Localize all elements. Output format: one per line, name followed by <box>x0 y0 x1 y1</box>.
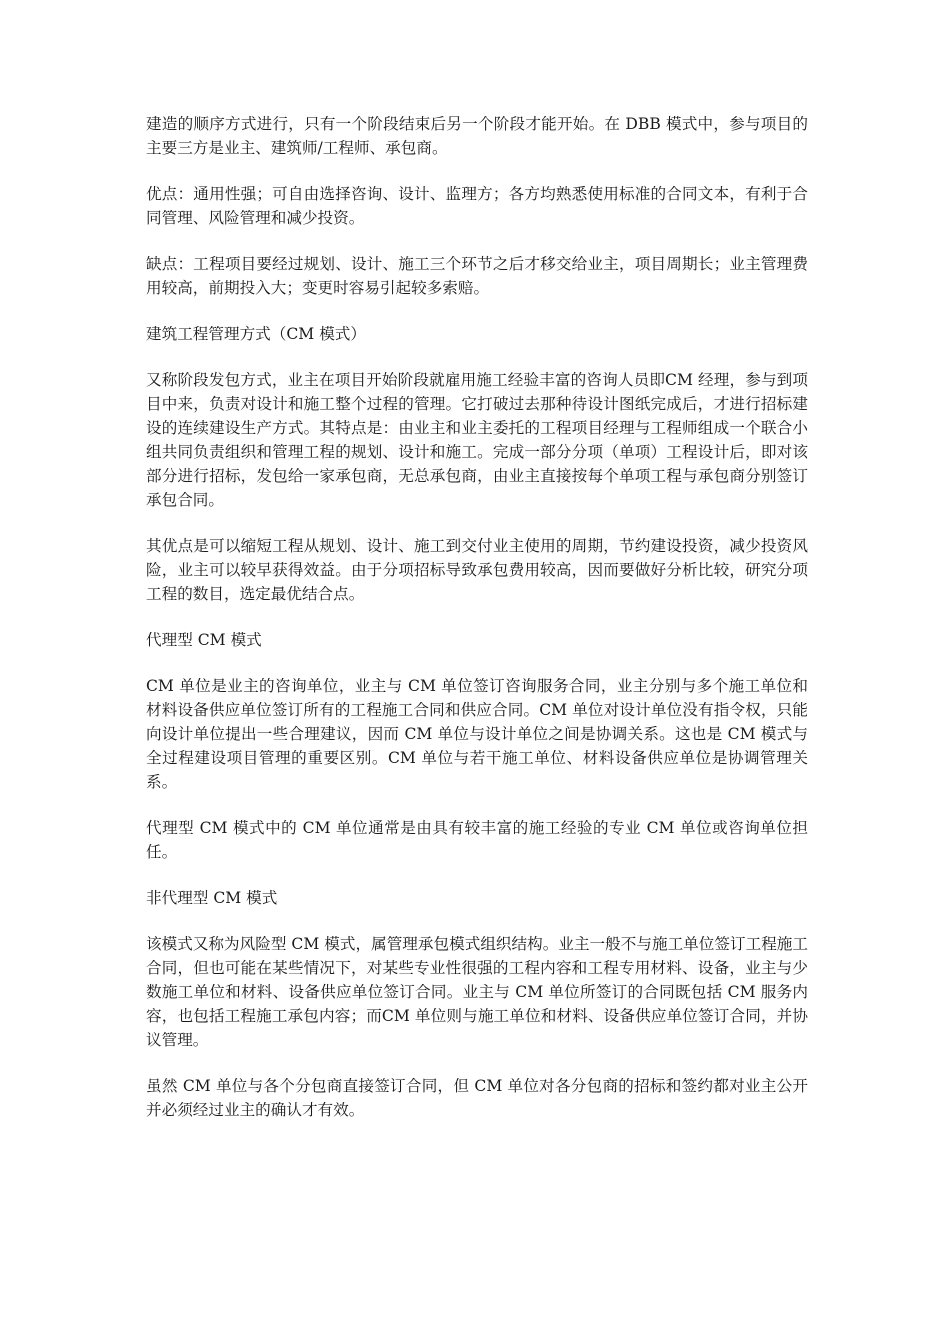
section-heading-non-agency-cm: 非代理型 CM 模式 <box>146 889 278 907</box>
paragraph-non-agency-cm-description: 该模式又称为风险型 CM 模式，属管理承包模式组织结构。业主一般不与施工单位签订工程施工合同，但也可能在某些情况下，对某些专业性很强的工程内容和工程专用材料、设备，业主与少数施工单位和材料、设备供应单位签订合同。业主与 CM 单位所签订的合同既包括 CM 服务内容，也包括工程施工承包内容；而CM 单位则与施工单位和材料、设备供应单位签订合同，并协议管理。 <box>146 935 808 1049</box>
paragraph-non-agency-cm-subcontract: 虽然 CM 单位与各个分包商直接签订合同，但 CM 单位对各分包商的招标和签约都对业主公开并必须经过业主的确认才有效。 <box>146 1077 808 1119</box>
section-heading-agency-cm: 代理型 CM 模式 <box>146 631 262 649</box>
paragraph-agency-cm-description: CM 单位是业主的咨询单位，业主与 CM 单位签订咨询服务合同，业主分别与多个施工单位和材料设备供应单位签订所有的工程施工合同和供应合同。CM 单位对设计单位没有指令权，只能向设计单位提出一些合理建议，因而 CM 单位与设计单位之间是协调关系。这也是 CM 模式与全过程建设项目管理的重要区别。CM 单位与若干施工单位、材料设备供应单位是协调管理关系。 <box>146 677 808 791</box>
section-heading-cm-mode: 建筑工程管理方式（CM 模式） <box>146 325 366 343</box>
paragraph-disadvantages: 缺点：工程项目要经过规划、设计、施工三个环节之后才移交给业主，项目周期长；业主管理费用较高，前期投入大；变更时容易引起较多索赔。 <box>146 255 808 297</box>
paragraph-cm-description: 又称阶段发包方式，业主在项目开始阶段就雇用施工经验丰富的咨询人员即CM 经理，参与到项目中来，负责对设计和施工整个过程的管理。它打破过去那种待设计图纸完成后，才进行招标建设的连续建设生产方式。其特点是：由业主和业主委托的工程项目经理与工程师组成一个联合小组共同负责组织和管理工程的规划、设计和施工。完成一部分分项（单项）工程设计后，即对该部分进行招标，发包给一家承包商，无总承包商，由业主直接按每个单项工程与承包商分别签订承包合同。 <box>146 371 808 509</box>
paragraph-advantages: 优点：通用性强；可自由选择咨询、设计、监理方；各方均熟悉使用标准的合同文本，有利于合同管理、风险管理和减少投资。 <box>146 185 808 227</box>
paragraph-agency-cm-unit: 代理型 CM 模式中的 CM 单位通常是由具有较丰富的施工经验的专业 CM 单位或咨询单位担任。 <box>146 819 808 861</box>
paragraph-dbb-intro: 建造的顺序方式进行，只有一个阶段结束后另一个阶段才能开始。在 DBB 模式中，参与项目的主要三方是业主、建筑师/工程师、承包商。 <box>146 115 808 157</box>
document-page <box>146 112 808 1144</box>
paragraph-cm-advantages: 其优点是可以缩短工程从规划、设计、施工到交付业主使用的周期，节约建设投资，减少投资风险，业主可以较早获得效益。由于分项招标导致承包费用较高，因而要做好分析比较，研究分项工程的数目，选定最优结合点。 <box>146 537 808 603</box>
